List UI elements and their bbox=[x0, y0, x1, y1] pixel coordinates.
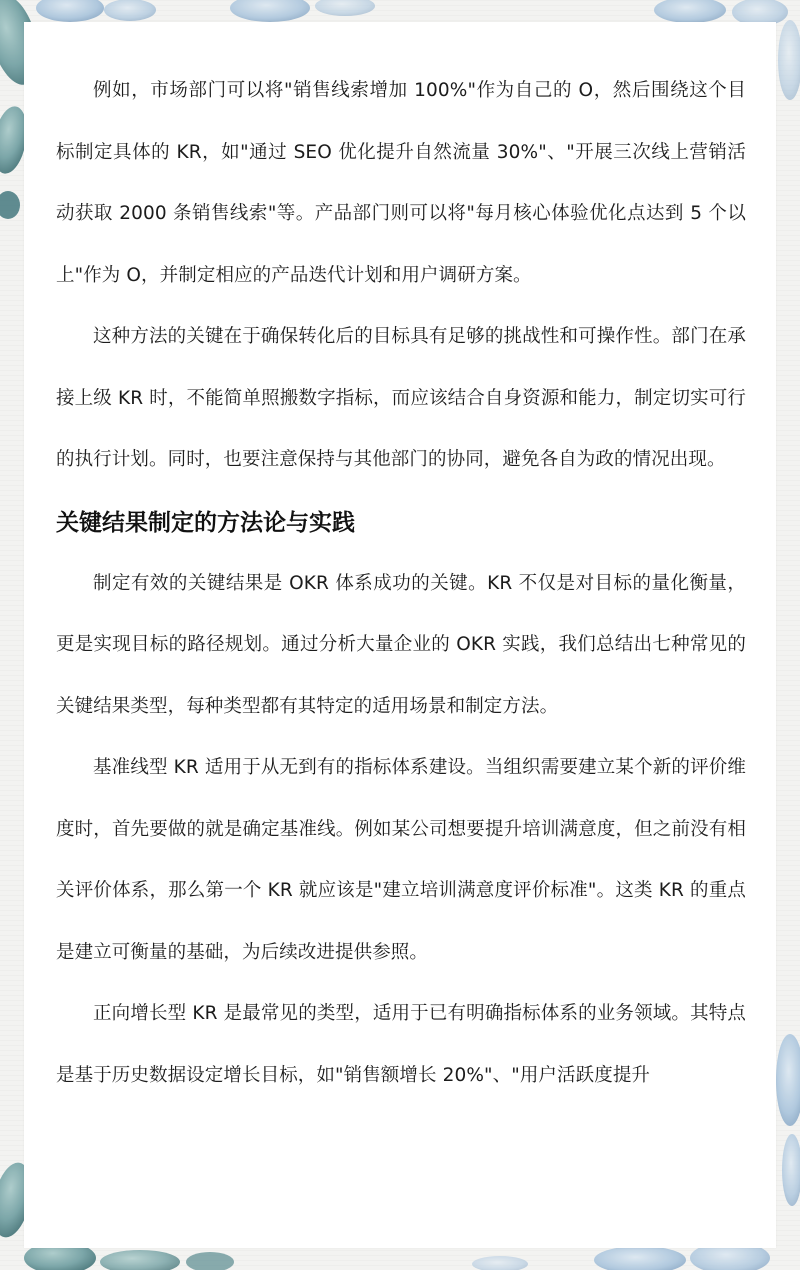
article-content bbox=[56, 60, 746, 1106]
paragraph-baseline-kr: 基准线型 KR 适用于从无到有的指标体系建设。当组织需要建立某个新的评价维度时，首先要做的就是确定基准线。例如某公司想要提升培训满意度，但之前没有相关评价体系，那么第一个 KR 就应该是"建立培训满意度评价标准"。这类 KR 的重点是建立可衡量的基础，为后续改进提供参照。 bbox=[56, 757, 746, 963]
paragraph-growth-kr: 正向增长型 KR 是最常见的类型，适用于已有明确指标体系的业务领域。其特点是基于历史数据设定增长目标，如"销售额增长 20%"、"用户活跃度提升 bbox=[56, 1003, 746, 1086]
paragraph-kr-methodology-intro: 制定有效的关键结果是 OKR 体系成功的关键。KR 不仅是对目标的量化衡量，更是实现目标的路径规划。通过分析大量企业的 OKR 实践，我们总结出七种常见的关键结果类型，每种类型都有其特定的适用场景和制定方法。 bbox=[56, 572, 746, 717]
paragraph-conversion-key-points: 这种方法的关键在于确保转化后的目标具有足够的挑战性和可操作性。部门在承接上级 KR 时，不能简单照搬数字指标，而应该结合自身资源和能力，制定切实可行的执行计划。同时，也要注意保持与其他部门的协同，避免各自为政的情况出现。 bbox=[56, 326, 746, 470]
paragraph-okr-conversion-example: 例如，市场部门可以将"销售线索增加 100%"作为自己的 O，然后围绕这个目标制定具体的 KR，如"通过 SEO 优化提升自然流量 30%"、"开展三次线上营销活动获取 2000 条销售线索"等。产品部门则可以将"每月核心体验优化点达到 5 个以上"作为 O，并制定相应的产品迭代计划和用户调研方案。 bbox=[56, 80, 746, 286]
section-heading: 关键结果制定的方法论与实践 bbox=[56, 509, 355, 536]
